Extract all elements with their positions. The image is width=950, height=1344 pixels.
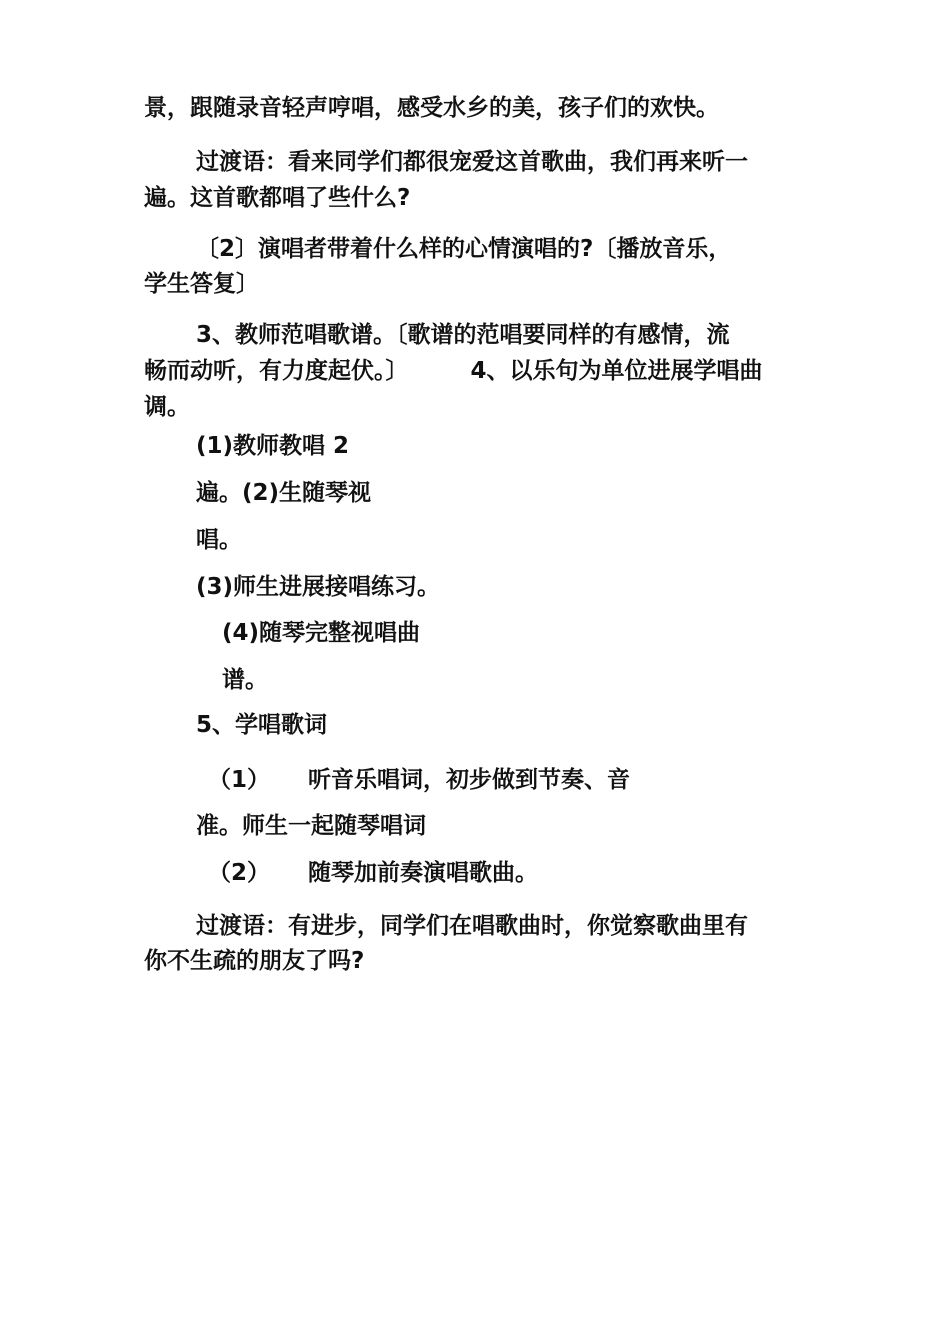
paragraph-line bbox=[144, 353, 763, 389]
paragraph-line: 过渡语：看来同学们都很宠爱这首歌曲，我们再来听一 bbox=[196, 149, 748, 175]
paragraph-line: 过渡语：有进步，同学们在唱歌曲时，你觉察歌曲里有 bbox=[196, 913, 748, 939]
item-number: （1） bbox=[208, 767, 271, 793]
line-text: 畅而动听，有力度起伏。〕 bbox=[144, 358, 409, 384]
paragraph-line: 〔2〕演唱者带着什么样的心情演唱的?〔播放音乐， bbox=[196, 236, 732, 262]
line-text: 4、以乐句为单位进展学唱曲 bbox=[470, 358, 763, 384]
list-item: 谱。 bbox=[222, 667, 268, 693]
item-number: （2） bbox=[208, 860, 271, 886]
list-item: 唱。 bbox=[196, 527, 242, 553]
list-item: (1)教师教唱 2 bbox=[196, 433, 350, 459]
paragraph-line: 景，跟随录音轻声哼唱，感受水乡的美，孩子们的欢快。 bbox=[144, 95, 719, 121]
list-item: (3)师生进展接唱练习。 bbox=[196, 574, 441, 600]
item-text: 随琴加前奏演唱歌曲。 bbox=[308, 860, 539, 886]
list-item: (4)随琴完整视唱曲 bbox=[222, 620, 421, 646]
paragraph-line: 遍。这首歌都唱了些什么? bbox=[144, 185, 411, 211]
paragraph-line: 3、教师范唱歌谱。〔歌谱的范唱要同样的有感情，流 bbox=[196, 322, 730, 348]
paragraph-line: 你不生疏的朋友了吗? bbox=[144, 948, 365, 974]
item-text: 听音乐唱词，初步做到节奏、音 bbox=[308, 767, 631, 793]
list-item: 遍。(2)生随琴视 bbox=[196, 480, 372, 506]
paragraph-line: 学生答复〕 bbox=[144, 271, 259, 297]
list-item bbox=[208, 855, 538, 891]
list-item bbox=[208, 762, 630, 798]
section-heading: 5、学唱歌词 bbox=[196, 712, 328, 738]
paragraph-line: 调。 bbox=[144, 394, 190, 420]
list-item: 准。师生一起随琴唱词 bbox=[196, 813, 426, 839]
